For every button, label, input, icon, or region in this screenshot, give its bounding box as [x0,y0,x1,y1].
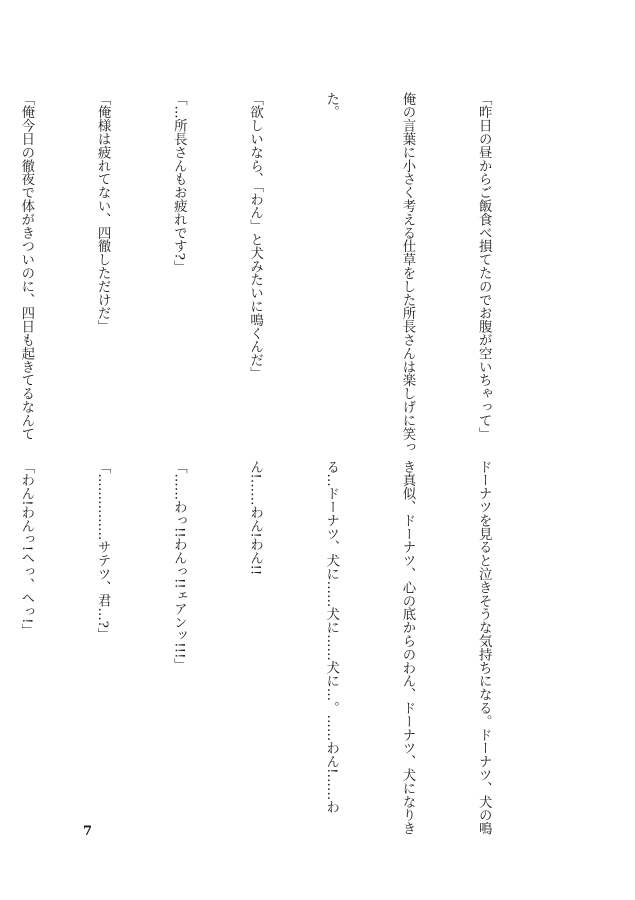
text-line: 「俺様は疲れてない、四徹しただけだ」 [95,92,111,334]
text-line: 「俺今日の徹夜で体がきついのに、四日も起きてるなんて [18,92,34,441]
text-line: き真似、ドーナツ、心の底からのわん、ドーナツ、犬になりき [399,460,415,836]
text-line: 「昨日の昼からご飯食べ損てたのでお腹が空いちゃって」 [476,92,492,441]
bottom-text-block [18,460,547,836]
text-line: 俺の言葉に小さく考える仕草をした所長さんは楽しげに笑っ [399,92,415,454]
text-line: た。 [323,92,339,119]
text-line: 「わん!わんっ!へっ、へっ!」 [18,460,34,637]
top-text-block [18,92,547,454]
text-line: 「…所長さんもお疲れです?」 [171,92,187,274]
text-line: 「欲しいなら、「わん」と犬みたいに鳴くんだ」 [247,92,263,381]
text-line: ん!……わん!わん!! [247,460,263,576]
page-number: 7 [83,824,93,839]
text-line: ドーナツを見ると泣きそうな気持ちになる。ドーナツ、犬の鳴 [476,460,492,836]
text-line: 「……わっ!!わんっ!!ェアンッ!!!」 [171,460,187,672]
text-line: 「……………サテツ、君…?」 [95,460,111,642]
text-line: る…ドーナツ、犬に……犬に……犬に…。……わん!……わ [323,460,339,814]
